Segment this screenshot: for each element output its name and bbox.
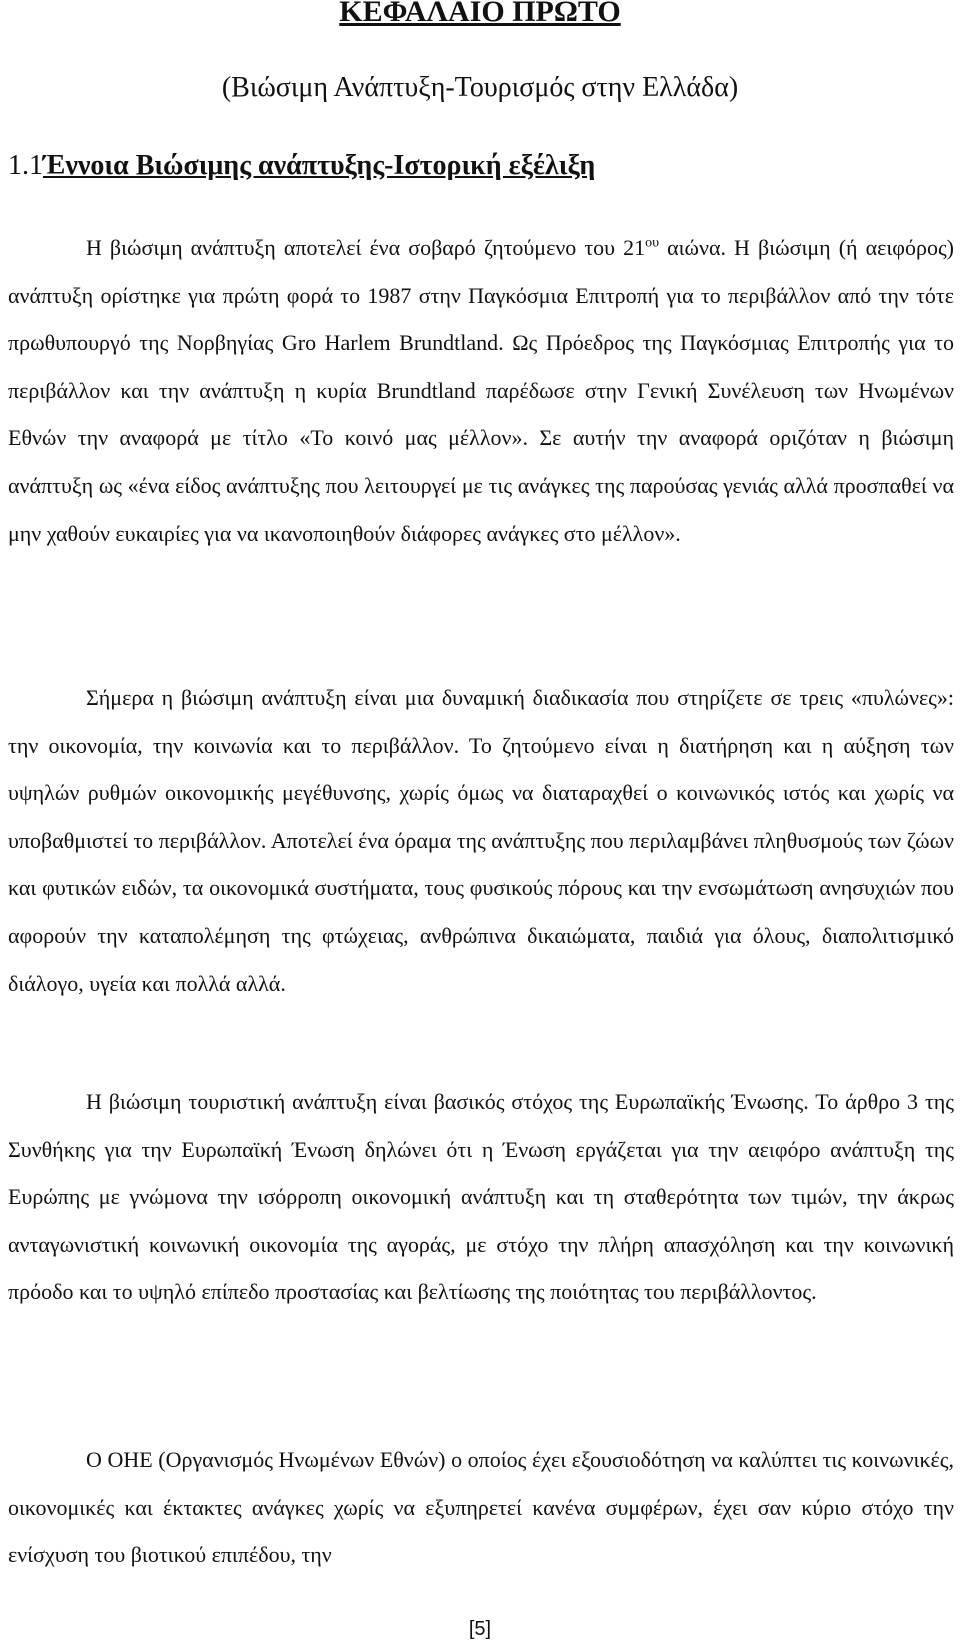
chapter-subtitle: (Βιώσιμη Ανάπτυξη-Τουρισμός στην Ελλάδα) [221,72,739,103]
paragraph-1-text-start: Η βιώσιμη ανάπτυξη αποτελεί ένα σοβαρό ζητούμενο του 21 [86,235,646,260]
paragraph-1-text-rest: αιώνα. Η βιώσιμη (ή αειφόρος) ανάπτυξη ορίστηκε για πρώτη φορά το 1987 στην Παγκόσμια Επιτροπή για το περιβάλλον από την τότε πρωθυπουργό της Νορβηγίας Gro Harlem Brundtland. Ως Πρόεδρος της Παγκόσμιας Επιτροπής για το περιβάλλον και την ανάπτυξη η κυρία Brundtland παρέδωσε στην Γενική Συνέλευση των Ηνωμένων Εθνών την αναφορά με τίτλο «Το κοινό μας μέλλον». Σε αυτήν την αναφορά οριζόταν η βιώσιμη ανάπτυξη ως «ένα είδος ανάπτυξης που λειτουργεί με τις ανάγκες της παρούσας γενιάς αλλά προσπαθεί να μην χαθούν ευκαιρίες για να ικανοποιηθούν διάφορες ανάγκες στο μέλλον». [8,235,954,546]
page-number: [5] [468,1618,492,1640]
paragraph-2-text: Σήμερα η βιώσιμη ανάπτυξη είναι μια δυναμική διαδικασία που στηρίζετε σε τρεις «πυλώνες»: την οικονομία, την κοινωνία και το περιβάλλον. Το ζητούμενο είναι η διατήρηση και η αύξηση των υψηλών ρυθμών οικονομικής μεγέθυνσης, χωρίς όμως να διαταραχθεί ο κοινωνικός ιστός και χωρίς να υποβαθμιστεί το περιβάλλον. Αποτελεί ένα όραμα της ανάπτυξης που περιλαμβάνει πληθυσμούς των ζώων και φυτικών ειδών, τα οικονομικά συστήματα, τους φυσικούς πόρους και την ενσωμάτωση ανησυχιών που αφορούν την καταπολέμηση της φτώχειας, ανθρώπινα δικαιώματα, παιδιά για όλους, διαπολιτισμικό διάλογο, υγεία και πολλά αλλά. [8,685,954,996]
paragraph-3 [8,1078,954,1316]
chapter-title: ΚΕΦΑΛΑΙΟ ΠΡΩΤΟ [339,0,621,28]
section-title: Έννοια Βιώσιμης ανάπτυξης-Ιστορική εξέλιξη [43,150,596,181]
ordinal-superscript: ου [645,235,660,251]
paragraph-4 [8,1436,954,1579]
paragraph-3-text: Η βιώσιμη τουριστική ανάπτυξη είναι βασικός στόχος της Ευρωπαϊκής Ένωσης. Το άρθρο 3 της Συνθήκης για την Ευρωπαϊκή Ένωση δηλώνει ότι η Ένωση εργάζεται για την αειφόρο ανάπτυξη της Ευρώπης με γνώμονα την ισόρροπη οικονομική ανάπτυξη και τη σταθερότητα των τιμών, την άκρως ανταγωνιστική κοινωνική οικονομία της αγοράς, με στόχο την πλήρη απασχόληση και την κοινωνική πρόοδο και το υψηλό επίπεδο προστασίας και βελτίωσης της ποιότητας του περιβάλλοντος. [8,1089,954,1305]
paragraph-4-text: Ο ΟΗΕ (Οργανισμός Ηνωμένων Εθνών) ο οποίος έχει εξουσιοδότηση να καλύπτει τις κοινωνικές, οικονομικές και έκτακτες ανάγκες χωρίς να εξυπηρετεί κανένα συμφέρων, έχει σαν κύριο στόχο την ενίσχυση του βιοτικού επιπέδου, την [8,1447,954,1568]
paragraph-1 [8,224,954,557]
paragraph-2 [8,674,954,1007]
section-heading [8,148,595,184]
section-number: 1.1 [8,150,43,181]
